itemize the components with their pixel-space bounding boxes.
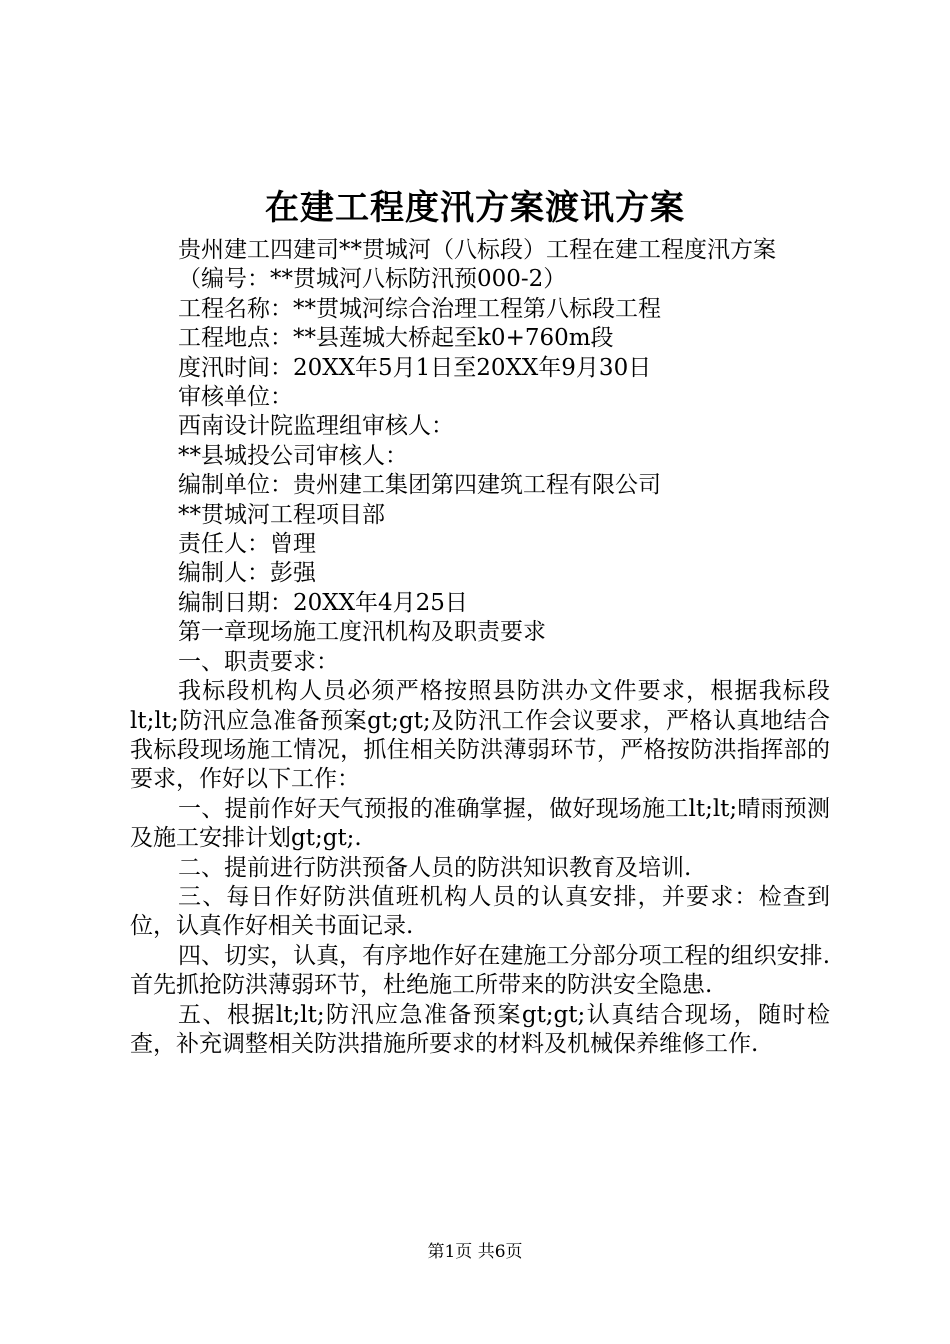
responsible-person: 责任人：曾理 <box>178 531 316 558</box>
body-paragraph: 五、根据lt;lt;防汛应急准备预案gt;gt;认真结合现场，随时检查，补充调整相关防洪措施所要求的材料及机械保养维修工作. <box>130 1001 830 1057</box>
compiling-unit: 编制单位：贵州建工集团第四建筑工程有限公司 <box>178 472 661 499</box>
section-heading: 一、职责要求： <box>178 648 339 675</box>
review-unit: 审核单位： <box>178 384 293 411</box>
reviewer-investment-company: **县城投公司审核人： <box>178 442 408 469</box>
body-paragraph: 二、提前进行防洪预备人员的防洪知识教育及培训. <box>178 854 692 881</box>
body-paragraph: 我标段机构人员必须严格按照县防洪办文件要求，根据我标段lt;lt;防汛应急准备预案gt;gt;及防汛工作会议要求，严格认真地结合我标段现场施工情况，抓住相关防洪薄弱环节，严格按防洪指挥部的要求，作好以下工作： <box>130 678 830 793</box>
page-footer: 第1页 共6页 <box>427 1242 523 1262</box>
compile-date: 编制日期：20XX年4月25日 <box>178 589 468 616</box>
document-title: 在建工程度汛方案渡讯方案 <box>265 188 685 228</box>
body-paragraph: 三、每日作好防洪值班机构人员的认真安排，并要求：检查到位，认真作好相关书面记录. <box>130 883 830 940</box>
project-department: **贯城河工程项目部 <box>178 501 385 528</box>
project-name: 工程名称：**贯城河综合治理工程第八标段工程 <box>178 295 661 322</box>
reviewer-design-institute: 西南设计院监理组审核人： <box>178 413 454 440</box>
flood-period: 度汛时间：20XX年5月1日至20XX年9月30日 <box>178 354 652 381</box>
compiler: 编制人：彭强 <box>178 560 316 587</box>
chapter-heading: 第一章现场施工度汛机构及职责要求 <box>178 619 546 646</box>
body-paragraph: 一、提前作好天气预报的准确掌握，做好现场施工lt;lt;晴雨预测及施工安排计划gt;gt;. <box>130 795 830 852</box>
document-body <box>130 236 830 1059</box>
body-paragraph: 四、切实，认真，有序地作好在建施工分部分项工程的组织安排.首先抓抢防洪薄弱环节，杜绝施工所带来的防洪安全隐患. <box>130 942 830 999</box>
project-location: 工程地点：**县莲城大桥起至k0+760m段 <box>178 325 614 352</box>
subtitle-line: 贵州建工四建司**贯城河（八标段）工程在建工程度汛方案 <box>178 237 776 263</box>
document-number: （编号：**贯城河八标防汛预000-2） <box>178 266 567 293</box>
